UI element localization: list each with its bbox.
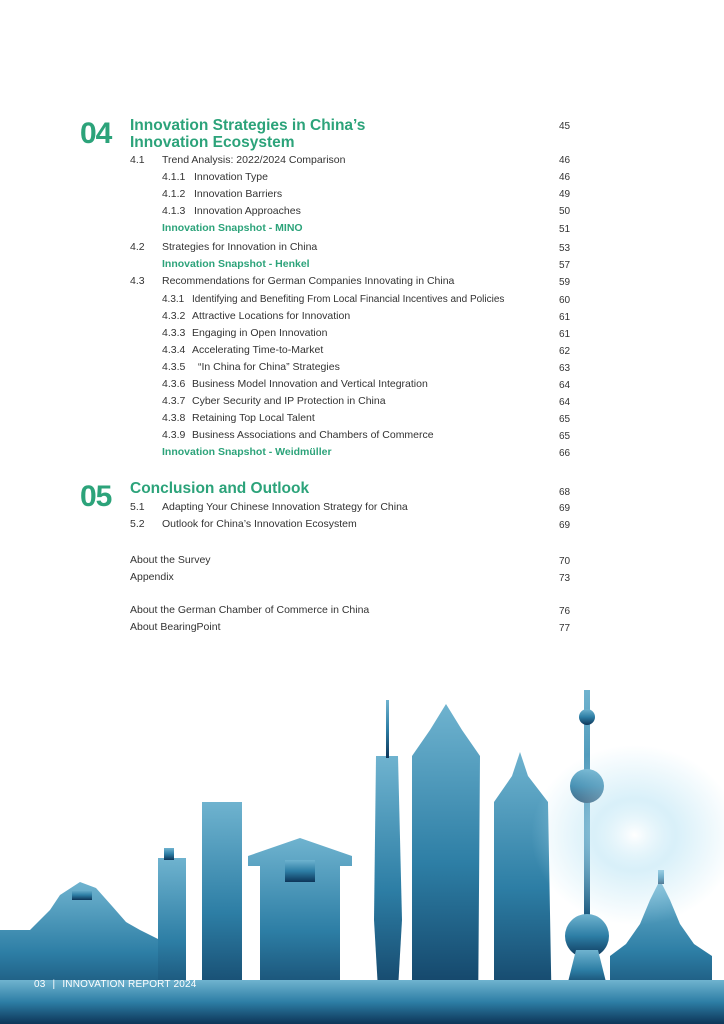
toc-entry-label: Innovation Type	[194, 171, 268, 183]
toc-entry-page: 64	[559, 380, 571, 391]
toc-entry-4-3-9[interactable]	[162, 429, 434, 442]
toc-entry-4-3-3[interactable]	[162, 327, 327, 340]
toc-entry-label: Engaging in Open Innovation	[192, 327, 328, 339]
toc-entry-label: Strategies for Innovation in China	[162, 241, 318, 253]
toc-entry-page: 57	[559, 260, 571, 271]
toc-entry-number: 4.2	[130, 241, 145, 253]
toc-about-chamber[interactable]: About the German Chamber of Commerce in China	[130, 604, 370, 616]
toc-entry-page: 66	[559, 448, 571, 459]
toc-entry-page: 49	[559, 189, 571, 200]
toc-entry-page: 69	[559, 520, 571, 531]
page-footer	[34, 979, 197, 990]
toc-entry-4-3-1[interactable]	[162, 293, 504, 306]
toc-entry-4-3-7[interactable]	[162, 395, 386, 408]
toc-entry-number: 4.3.9	[162, 429, 186, 441]
toc-entry-4-3-4[interactable]	[162, 344, 323, 357]
toc-entry-page: 61	[559, 312, 571, 323]
toc-entry-label: Accelerating Time-to-Market	[192, 344, 324, 356]
toc-appendix[interactable]: Appendix	[130, 571, 174, 583]
footer-separator: |	[52, 979, 56, 990]
toc-entry-4-1-2[interactable]	[162, 188, 282, 201]
toc-entry-5-1[interactable]	[130, 501, 408, 514]
toc-entry-4-3-8[interactable]	[162, 412, 315, 425]
toc-snapshot-weidmuller[interactable]: Innovation Snapshot - Weidmüller	[162, 446, 332, 458]
toc-about-bearingpoint[interactable]: About BearingPoint	[130, 621, 221, 633]
section-04-title[interactable]	[130, 117, 365, 151]
toc-entry-page: 76	[559, 606, 571, 617]
toc-entry-number: 4.3.2	[162, 310, 186, 322]
toc-entry-page: 50	[559, 206, 571, 217]
toc-entry-4-1-1[interactable]	[162, 171, 268, 184]
toc-entry-number: 4.3.8	[162, 412, 186, 424]
toc-entry-number: 4.3.3	[162, 327, 186, 339]
toc-entry-page: 65	[559, 431, 571, 442]
toc-entry-number: 4.1.2	[162, 188, 186, 200]
toc-entry-number: 4.1	[130, 154, 145, 166]
section-05-title[interactable]: Conclusion and Outlook	[130, 480, 310, 497]
toc-entry-4-3[interactable]	[130, 275, 454, 288]
toc-entry-label: Trend Analysis: 2022/2024 Comparison	[162, 154, 346, 166]
toc-entry-number: 4.1.3	[162, 205, 186, 217]
toc-entry-number: 4.1.1	[162, 171, 186, 183]
footer-page-number: 03	[34, 979, 46, 990]
section-04-title-line2: Innovation Ecosystem	[130, 134, 295, 151]
toc-entry-page: 65	[559, 414, 571, 425]
section-04-title-line1: Innovation Strategies in China’s	[130, 117, 366, 134]
toc-entry-page: 77	[559, 623, 571, 634]
toc-entry-label: Adapting Your Chinese Innovation Strategy for China	[162, 501, 408, 513]
footer-report-title: INNOVATION REPORT 2024	[62, 979, 197, 990]
toc-entry-number: 4.3	[130, 275, 145, 287]
toc-entry-number: 5.1	[130, 501, 145, 513]
toc-entry-label: Identifying and Benefiting From Local Financial Incentives and Policies	[192, 294, 505, 305]
toc-entry-label: Outlook for China’s Innovation Ecosystem	[162, 518, 357, 530]
toc-entry-page: 69	[559, 503, 571, 514]
toc-entry-4-3-2[interactable]	[162, 310, 350, 323]
toc-entry-page: 61	[559, 329, 571, 340]
section-05-number: 05	[80, 480, 112, 513]
toc-snapshot-mino[interactable]: Innovation Snapshot - MINO	[162, 222, 303, 234]
toc-entry-number: 4.3.5	[162, 361, 186, 373]
toc-entry-page: 63	[559, 363, 571, 374]
toc-snapshot-henkel[interactable]: Innovation Snapshot - Henkel	[162, 258, 310, 270]
section-05-page: 68	[559, 487, 571, 498]
toc-entry-label: Business Model Innovation and Vertical Integration	[192, 378, 428, 390]
toc-entry-label: Recommendations for German Companies Innovating in China	[162, 275, 455, 287]
toc-entry-number: 5.2	[130, 518, 145, 530]
toc-entry-label: Retaining Top Local Talent	[192, 412, 315, 424]
section-04-page: 45	[559, 121, 571, 132]
toc-entry-4-3-5[interactable]	[162, 361, 340, 374]
toc-entry-page: 59	[559, 277, 571, 288]
toc-entry-4-1[interactable]	[130, 154, 345, 167]
toc-entry-number: 4.3.7	[162, 395, 186, 407]
toc-entry-page: 64	[559, 397, 571, 408]
toc-entry-page: 60	[559, 295, 571, 306]
toc-entry-4-1-3[interactable]	[162, 205, 301, 218]
toc-entry-label: “In China for China” Strategies	[198, 361, 340, 373]
toc-entry-page: 70	[559, 556, 571, 567]
toc-entry-page: 62	[559, 346, 571, 357]
toc-entry-4-3-6[interactable]	[162, 378, 428, 391]
toc-entry-label: Innovation Barriers	[194, 188, 283, 200]
section-04-number: 04	[80, 117, 112, 150]
toc-about-survey[interactable]: About the Survey	[130, 554, 211, 566]
toc-entry-page: 73	[559, 573, 571, 584]
toc-entry-number: 4.3.1	[162, 294, 185, 305]
toc-entry-5-2[interactable]	[130, 518, 357, 531]
toc-entry-page: 46	[559, 172, 571, 183]
toc-entry-label: Business Associations and Chambers of Commerce	[192, 429, 434, 441]
toc-entry-page: 51	[559, 224, 571, 235]
toc-entry-label: Attractive Locations for Innovation	[192, 310, 351, 322]
toc-entry-number: 4.3.4	[162, 344, 186, 356]
city-skyline-illustration	[0, 660, 724, 1024]
toc-entry-number: 4.3.6	[162, 378, 186, 390]
toc-entry-4-2[interactable]	[130, 241, 317, 254]
toc-entry-label: Cyber Security and IP Protection in China	[192, 395, 386, 407]
toc-entry-page: 46	[559, 155, 571, 166]
toc-entry-page: 53	[559, 243, 571, 254]
toc-entry-label: Innovation Approaches	[194, 205, 301, 217]
